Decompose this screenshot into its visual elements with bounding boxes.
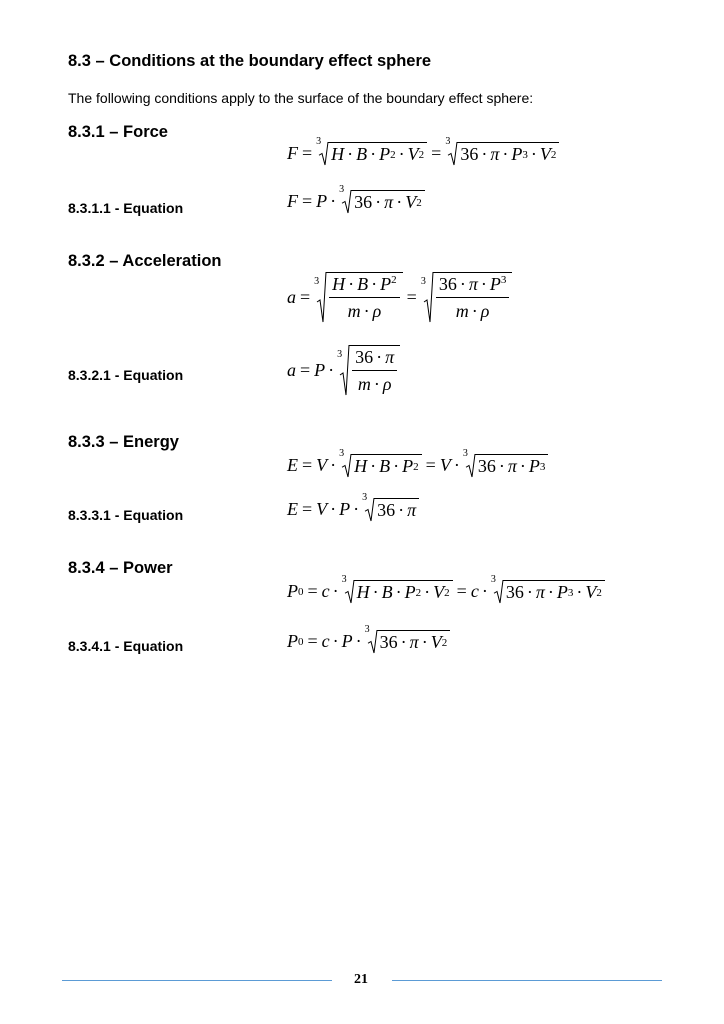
equation-acceleration: a = P · 3 $\frac{36 \cdot \pi}{m \cdot \rho}$	[287, 345, 400, 395]
subsection-title-acceleration: 8.3.2 – Acceleration	[68, 252, 222, 270]
subsection-title-energy: 8.3.3 – Energy	[68, 433, 179, 451]
section-intro: The following conditions apply to the surface of the boundary effect sphere:	[68, 90, 534, 106]
subsection-title-force: 8.3.1 – Force	[68, 123, 168, 141]
footer-rule-right	[392, 980, 662, 981]
equation-power: P 0 = c · P · 3 36 · π · V 2	[287, 630, 450, 653]
equation-label-energy: 8.3.3.1 - Equation	[68, 507, 184, 523]
equation-label-force: 8.3.1.1 - Equation	[68, 200, 184, 216]
equation-power-definition: P 0 = c · 3 H · B · P 2 · V 2 = c · 3 36 · π · P 3 · V 2	[287, 580, 605, 603]
equation-acceleration-definition: a = 3 $\frac{H \cdot B \cdot P^2}{m \cdot \rho}$ = 3 $\frac{36 \cdot \pi \cdot P^3}{m \cdot \rho}$	[287, 272, 512, 322]
equation-energy: E = V · P · 3 36 · π	[287, 498, 419, 521]
equation-force: F = P · 3 36 · π · V 2	[287, 190, 425, 213]
subsection-title-power: 8.3.4 – Power	[68, 559, 173, 577]
equation-force-definition: F = 3 H · B · P 2 · V 2 = 3 36 · π · P 3 · V 2	[287, 142, 559, 165]
equation-energy-definition: E = V · 3 H · B · P 2 = V · 3 36 · π · P 3	[287, 454, 548, 477]
equation-label-acceleration: 8.3.2.1 - Equation	[68, 367, 184, 383]
footer-rule-left	[62, 980, 332, 981]
equation-label-power: 8.3.4.1 - Equation	[68, 638, 184, 654]
section-title: 8.3 – Conditions at the boundary effect sphere	[68, 52, 432, 70]
page-number: 21	[354, 972, 368, 987]
